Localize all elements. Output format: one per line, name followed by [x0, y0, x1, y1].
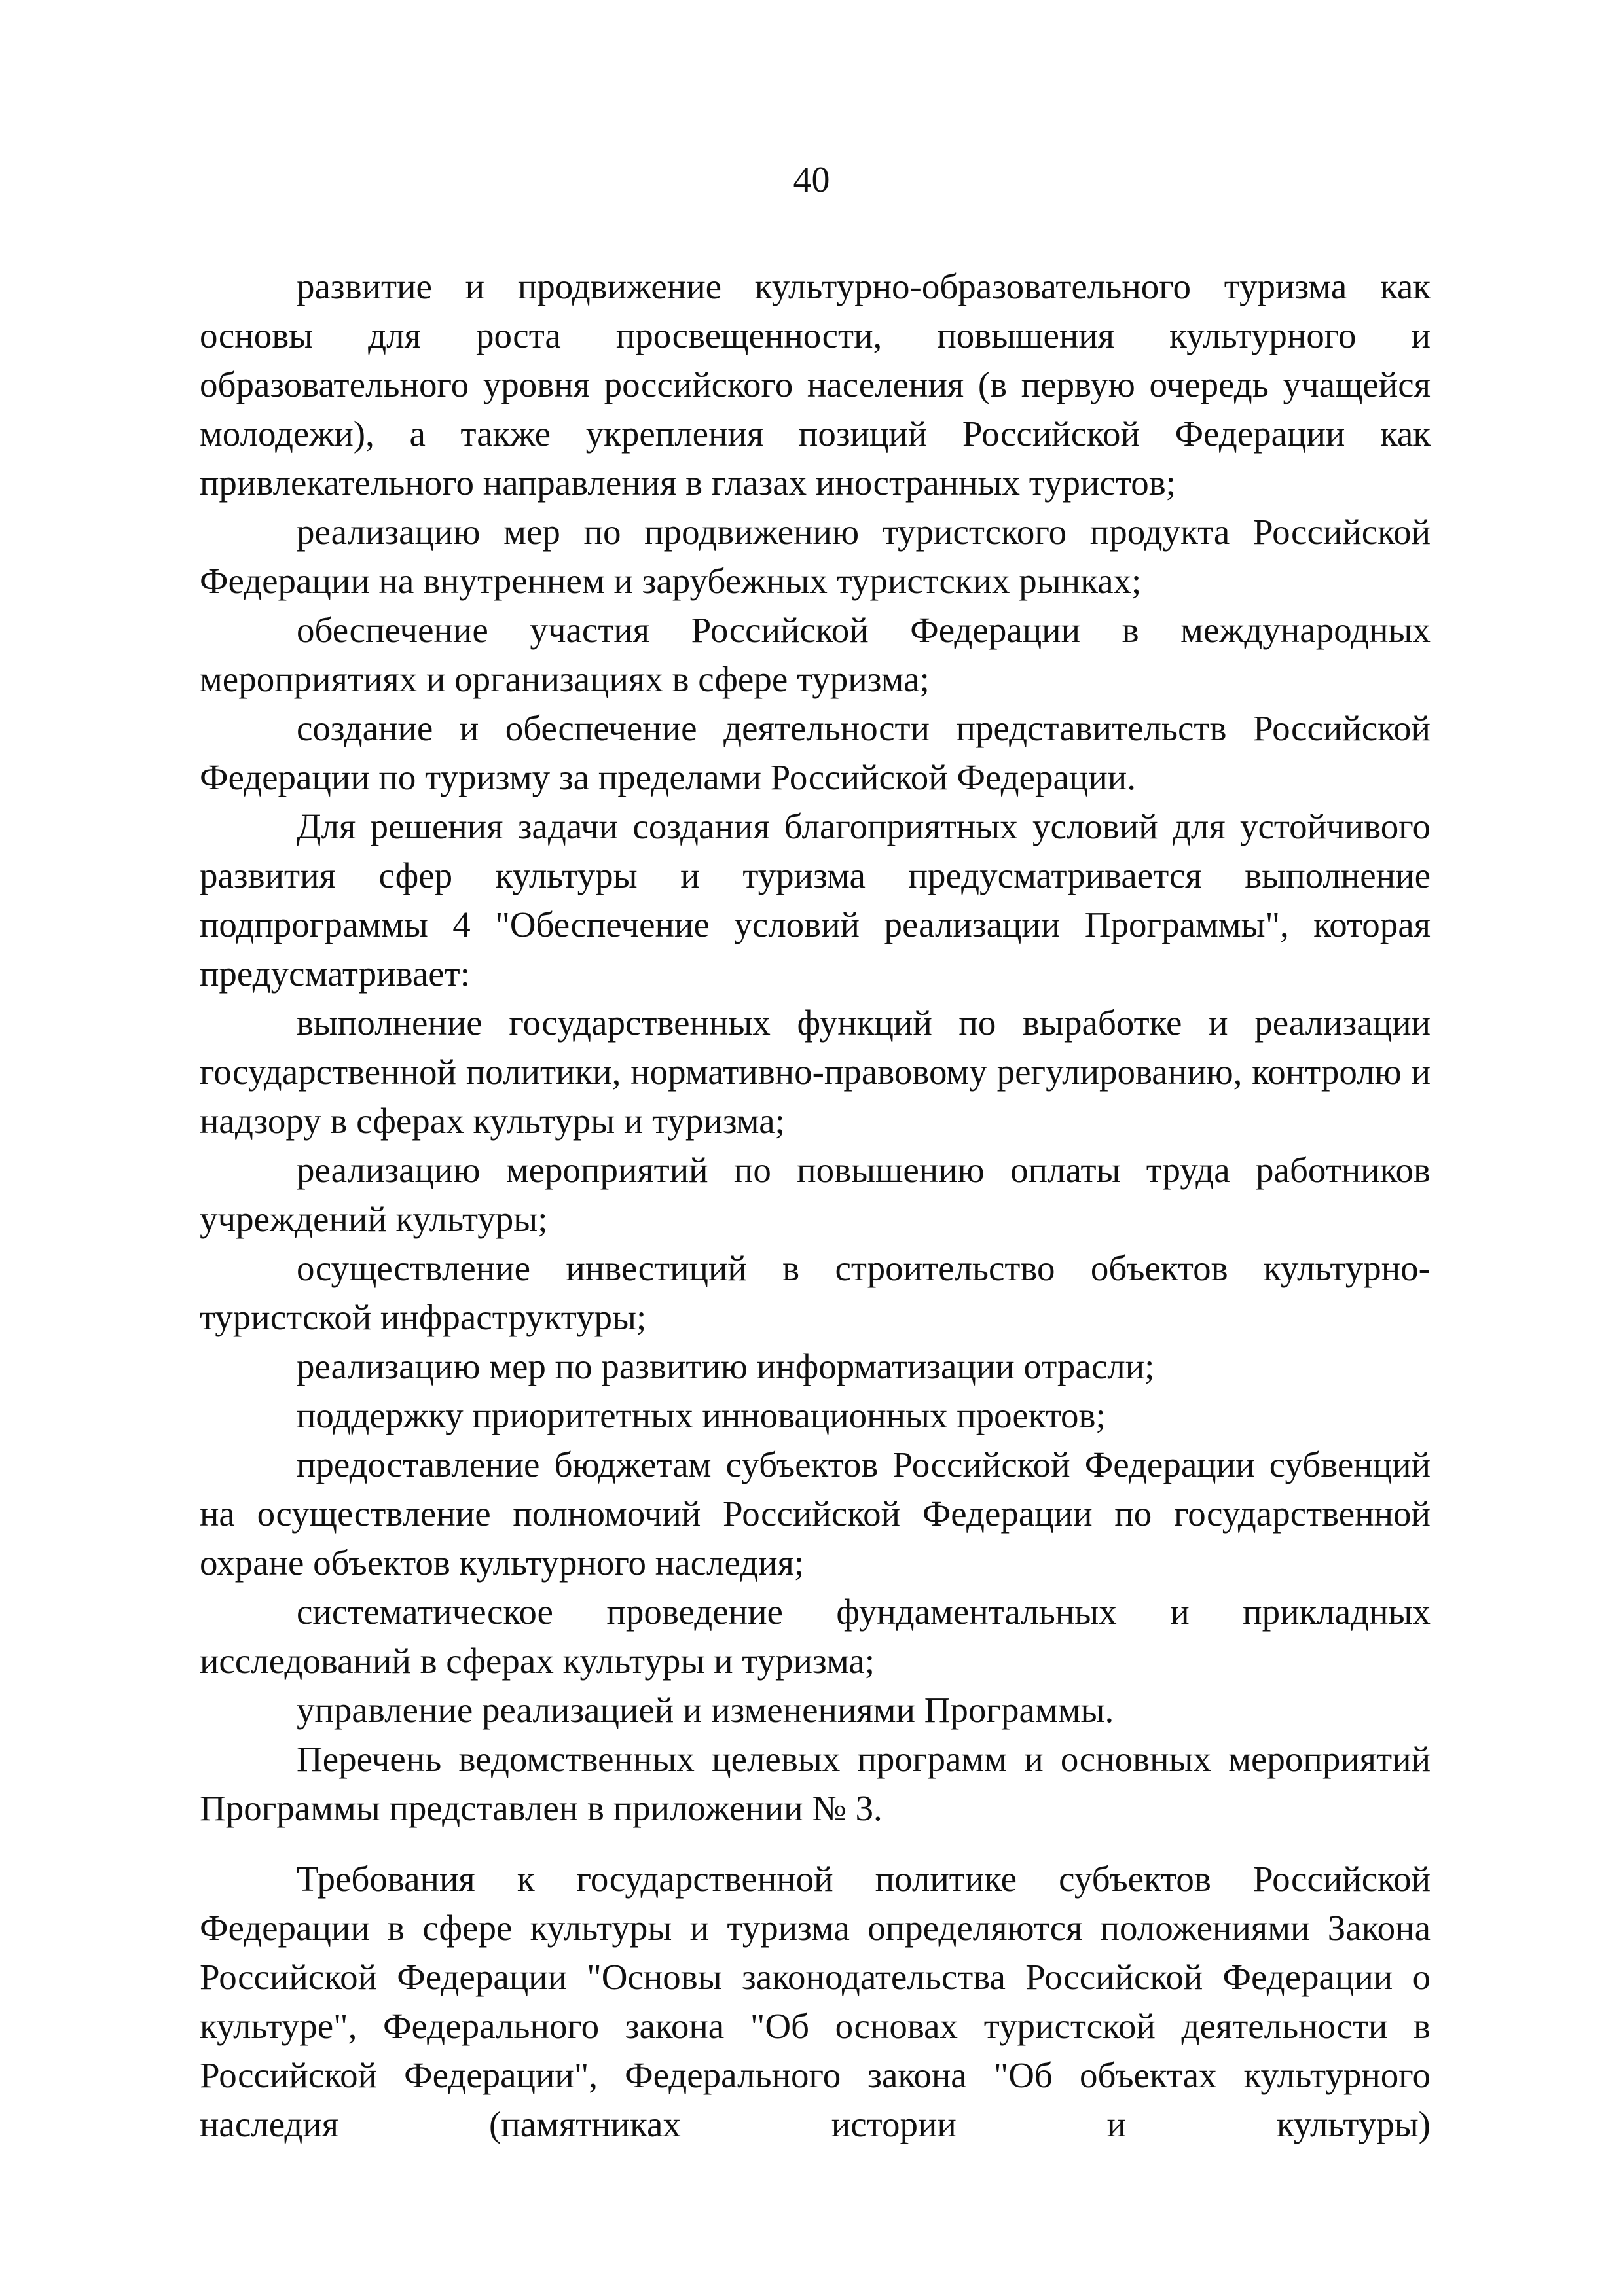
paragraph-cultural-tourism: развитие и продвижение культурно-образовательного туризма как основы для роста просвещенности, повышения культурного и образовательного уровня российского населения (в первую очередь учащейся молодежи), а также укрепления позиций Российской Федерации как привлекательного направления в глазах иностранных туристов;: [200, 266, 1431, 503]
paragraph-appendix-reference: Перечень ведомственных целевых программ и основных мероприятий Программы представлен в приложении № 3.: [200, 1739, 1431, 1828]
paragraph-innovation-projects: поддержку приоритетных инновационных проектов;: [297, 1395, 1106, 1435]
paragraph-subprogram-4: Для решения задачи создания благоприятных условий для устойчивого развития сфер культуры и туризма предусматривается выполнение подпрограммы 4 "Обеспечение условий реализации Программы", которая предусматривает:: [200, 806, 1431, 994]
paragraph-investments: осуществление инвестиций в строительство объектов культурно-туристской инфраструктуры;: [200, 1248, 1431, 1337]
document-body: [200, 262, 1431, 2149]
paragraph-state-functions: выполнение государственных функций по выработке и реализации государственной политики, нормативно-правовому регулированию, контролю и надзору в сферах культуры и туризма;: [200, 1003, 1431, 1141]
paragraph-subventions: предоставление бюджетам субъектов Российской Федерации субвенций на осуществление полномочий Российской Федерации по государственной охране объектов культурного наследия;: [200, 1444, 1431, 1583]
paragraph-program-management: управление реализацией и изменениями Программы.: [297, 1690, 1114, 1730]
paragraph-wages: реализацию мероприятий по повышению оплаты труда работников учреждений культуры;: [200, 1150, 1431, 1239]
paragraph-research: систематическое проведение фундаментальных и прикладных исследований в сферах культуры и туризма;: [200, 1592, 1431, 1681]
paragraph-international-participation: обеспечение участия Российской Федерации в международных мероприятиях и организациях в сфере туризма;: [200, 610, 1431, 699]
page-number: 40: [793, 160, 830, 200]
paragraph-representative-offices: создание и обеспечение деятельности представительств Российской Федерации по туризму за пределами Российской Федерации.: [200, 708, 1431, 797]
paragraph-regional-policy-requirements: Требования к государственной политике субъектов Российской Федерации в сфере культуры и туризма определяются положениями Закона Российской Федерации "Основы законодательства Российской Федерации о культуре", Федерального закона "Об основах туристской деятельности в Российской Федерации", Федерального закона "Об объектах культурного наследия (памятниках истории и культуры): [200, 1859, 1431, 2144]
paragraph-informatization: реализацию мер по развитию информатизации отрасли;: [297, 1346, 1155, 1386]
paragraph-product-promotion: реализацию мер по продвижению туристского продукта Российской Федерации на внутреннем и зарубежных туристских рынках;: [200, 512, 1431, 601]
